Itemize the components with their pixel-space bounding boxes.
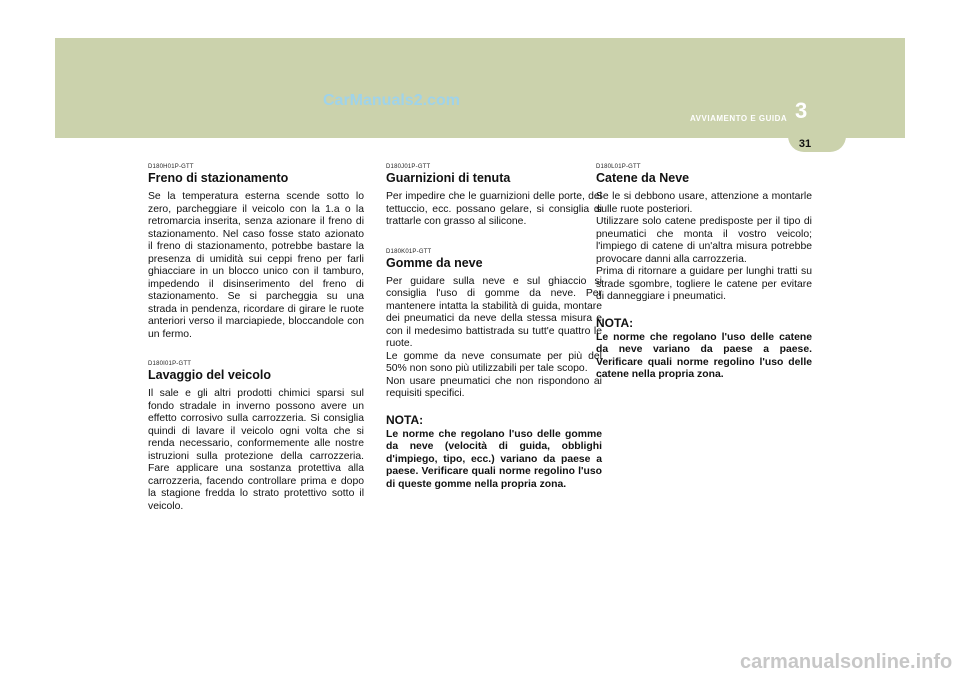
column-3 bbox=[596, 164, 812, 382]
section-text: Se la temperatura esterna scende sotto lo zero, parcheggiare il veicolo con la 1.a o la retromarcia inserita, senza azionare il freno di stazionamento. Nel caso fosse stato azionato il freno di stazionamento, potrebbe bastare la presenza di umidità sui ceppi freno per farli ghiacciare in un blocco unico con il tamburo, impedendo il disinserimento del freno di stazionamento. Se si parcheggia su una strada in pendenza, ricordare di girare le ruote anteriori verso il marciapiede, bloccandole con un fermo. bbox=[148, 191, 364, 340]
section-code: D180H01P-GTT bbox=[148, 164, 194, 170]
watermark-top[interactable]: CarManuals2.com bbox=[323, 92, 460, 109]
section-text: Prima di ritornare a guidare per lunghi tratti su strade sgombre, togliere le catene per evitare di danneggiare i pneumatici. bbox=[596, 266, 812, 302]
section-code: D180K01P-GTT bbox=[386, 248, 432, 255]
chapter-number: 3 bbox=[795, 98, 808, 123]
nota-text: Le norme che regolano l'uso delle catene da neve variano da paese a paese. Verificare quali norme regolino l'uso delle catene nella propria zona. bbox=[596, 331, 812, 380]
section-title: Guarnizioni di tenuta bbox=[386, 171, 511, 185]
chapter-title: AVVIAMENTO E GUIDA bbox=[690, 114, 788, 123]
section-text: Per impedire che le guarnizioni delle porte, del tettuccio, ecc. possano gelare, si consiglia di trattarle con grasso al silicone. bbox=[386, 191, 602, 227]
section-text: Se le si debbono usare, attenzione a montarle sulle ruote posteriori. bbox=[596, 191, 812, 215]
section-title: Gomme da neve bbox=[386, 255, 483, 270]
page-number: 31 bbox=[798, 138, 812, 150]
section-title: Freno di stazionamento bbox=[148, 171, 289, 185]
section-code: D180J01P-GTT bbox=[386, 164, 431, 170]
nota-text: Le norme che regolano l'uso delle gomme da neve (velocità di guida, obblighi d'impiego, tipo, ecc.) variano da paese a paese. Verificare quali norme regolino l'uso di queste gomme nella propria zona. bbox=[386, 428, 602, 490]
section-code: D180I01P-GTT bbox=[148, 361, 192, 367]
section-code: D180L01P-GTT bbox=[596, 164, 641, 170]
nota-heading: NOTA: bbox=[596, 315, 634, 330]
section-title: Catene da Neve bbox=[596, 171, 690, 185]
section-text: Utilizzare solo catene predisposte per il tipo di pneumatici che monta il vostro veicolo; l'impiego di catene di un'altra misura potrebbe provocare danni alla carrozzeria. bbox=[596, 216, 812, 265]
section-text: Non usare pneumatici che non rispondono ai requisiti specifici. bbox=[386, 375, 602, 399]
watermark-bottom[interactable]: carmanualsonline.info bbox=[740, 651, 953, 673]
column-2 bbox=[386, 164, 602, 491]
section-title: Lavaggio del veicolo bbox=[148, 368, 271, 382]
header-band bbox=[55, 38, 905, 138]
column-1 bbox=[148, 164, 364, 513]
section-text: Le gomme da neve consumate per più del 50% non sono più utilizzabili per tale scopo. bbox=[386, 350, 602, 374]
nota-heading: NOTA: bbox=[386, 412, 424, 427]
section-text: Per guidare sulla neve e sul ghiaccio si consiglia l'uso di gomme da neve. Per mantenere intatta la stabilità di guida, montare dei pneumatici da neve della stessa misura e con il medesimo battistrada su tutt'e quattro le ruote. bbox=[386, 275, 602, 349]
section-text: Il sale e gli altri prodotti chimici sparsi sul fondo stradale in inverno possono avere un effetto corrosivo sulla carrozzeria. Si consiglia quindi di lavare il veicolo ogni volta che si renda necessario, conformemente alle nostre istruzioni sulla protezione della carrozzeria. Fare applicare una sostanza protettiva alla carrozzeria, facendo controllare prima e dopo la stagione fredda lo strato protettivo sotto il veicolo. bbox=[148, 388, 364, 512]
